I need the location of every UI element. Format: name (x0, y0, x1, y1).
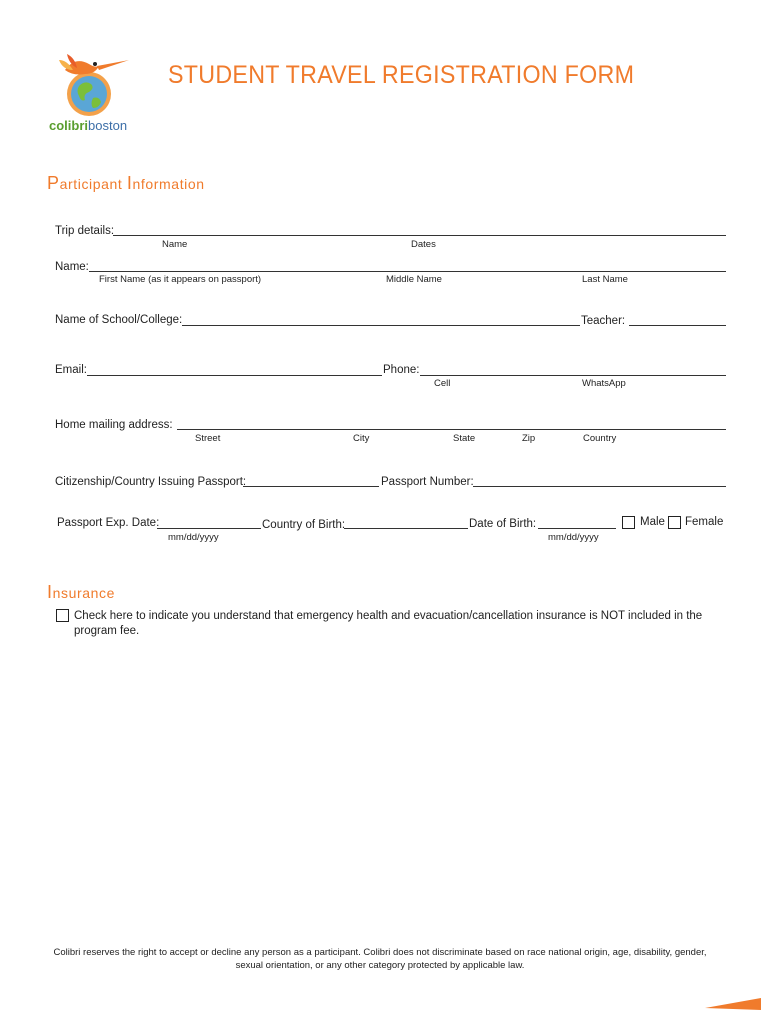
female-checkbox[interactable] (668, 516, 681, 529)
middle-name-sublabel: Middle Name (386, 274, 442, 285)
address-label: Home mailing address: (55, 419, 173, 431)
email-field[interactable] (87, 375, 382, 376)
hummingbird-globe-icon (45, 48, 145, 120)
teacher-field[interactable] (629, 325, 726, 326)
male-checkbox[interactable] (622, 516, 635, 529)
email-label: Email: (55, 364, 87, 376)
dob-field[interactable] (538, 528, 616, 529)
trip-details-label: Trip details: (55, 225, 115, 237)
whatsapp-sublabel: WhatsApp (582, 378, 626, 389)
passport-number-label: Passport Number: (381, 476, 474, 488)
heading-cap2: I (126, 173, 133, 193)
dob-label: Date of Birth: (469, 518, 537, 530)
heading-rest: articipant (59, 176, 127, 192)
trip-details-field[interactable] (113, 235, 726, 236)
form-title: STUDENT TRAVEL REGISTRATION FORM (168, 61, 635, 89)
heading-rest2: nformation (132, 176, 205, 192)
colibri-logo (45, 48, 145, 136)
footer-line2: sexual orientation, or any other category protected by applicable law. (235, 960, 525, 971)
dob-format-sublabel: mm/dd/yyyy (548, 532, 599, 543)
city-sublabel: City (353, 433, 370, 444)
street-sublabel: Street (195, 433, 221, 444)
female-label: Female (685, 516, 724, 528)
name-field[interactable] (89, 271, 726, 272)
insurance-checkbox[interactable] (56, 609, 69, 622)
corner-accent-icon (705, 996, 761, 1012)
name-label: Name: (55, 261, 89, 273)
insurance-heading-rest: nsurance (52, 585, 116, 601)
passport-exp-field[interactable] (157, 528, 261, 529)
exp-format-sublabel: mm/dd/yyyy (168, 532, 219, 543)
section-heading-participant (47, 173, 205, 194)
last-name-sublabel: Last Name (582, 274, 628, 285)
first-name-sublabel: First Name (as it appears on passport) (99, 274, 262, 285)
insurance-heading-cap: I (47, 582, 53, 602)
cell-sublabel: Cell (434, 378, 451, 389)
address-field[interactable] (177, 429, 726, 430)
male-label: Male (640, 516, 665, 528)
phone-label: Phone: (383, 364, 420, 376)
country-sublabel: Country (583, 433, 617, 444)
zip-sublabel: Zip (522, 433, 536, 444)
footer-line1: Colibri reserves the right to accept or decline any person as a participant. Colibri does not discriminate based on race national origin, age, disability, gender, (53, 947, 707, 958)
passport-number-field[interactable] (473, 486, 726, 487)
heading-cap: P (47, 173, 60, 193)
brand-wordmark (49, 118, 127, 133)
citizenship-label: Citizenship/Country Issuing Passport: (55, 476, 247, 488)
state-sublabel: State (453, 433, 476, 444)
trip-name-sublabel: Name (162, 239, 188, 250)
section-heading-insurance (47, 582, 115, 603)
country-birth-field[interactable] (344, 528, 468, 529)
insurance-text-line1: Check here to indicate you understand that emergency health and evacuation/cancellation insurance is NOT included in the (74, 610, 703, 622)
insurance-text-line2: program fee. (74, 625, 140, 637)
trip-dates-sublabel: Dates (411, 239, 436, 250)
brand-bold: colibri (49, 118, 89, 133)
phone-field[interactable] (420, 375, 726, 376)
brand-light: boston (88, 118, 128, 133)
citizenship-field[interactable] (243, 486, 379, 487)
teacher-label: Teacher: (581, 315, 626, 327)
school-label: Name of School/College: (55, 314, 183, 326)
school-field[interactable] (182, 325, 580, 326)
country-birth-label: Country of Birth: (262, 519, 346, 531)
footer-disclaimer (30, 946, 730, 972)
passport-exp-label: Passport Exp. Date: (57, 517, 160, 529)
